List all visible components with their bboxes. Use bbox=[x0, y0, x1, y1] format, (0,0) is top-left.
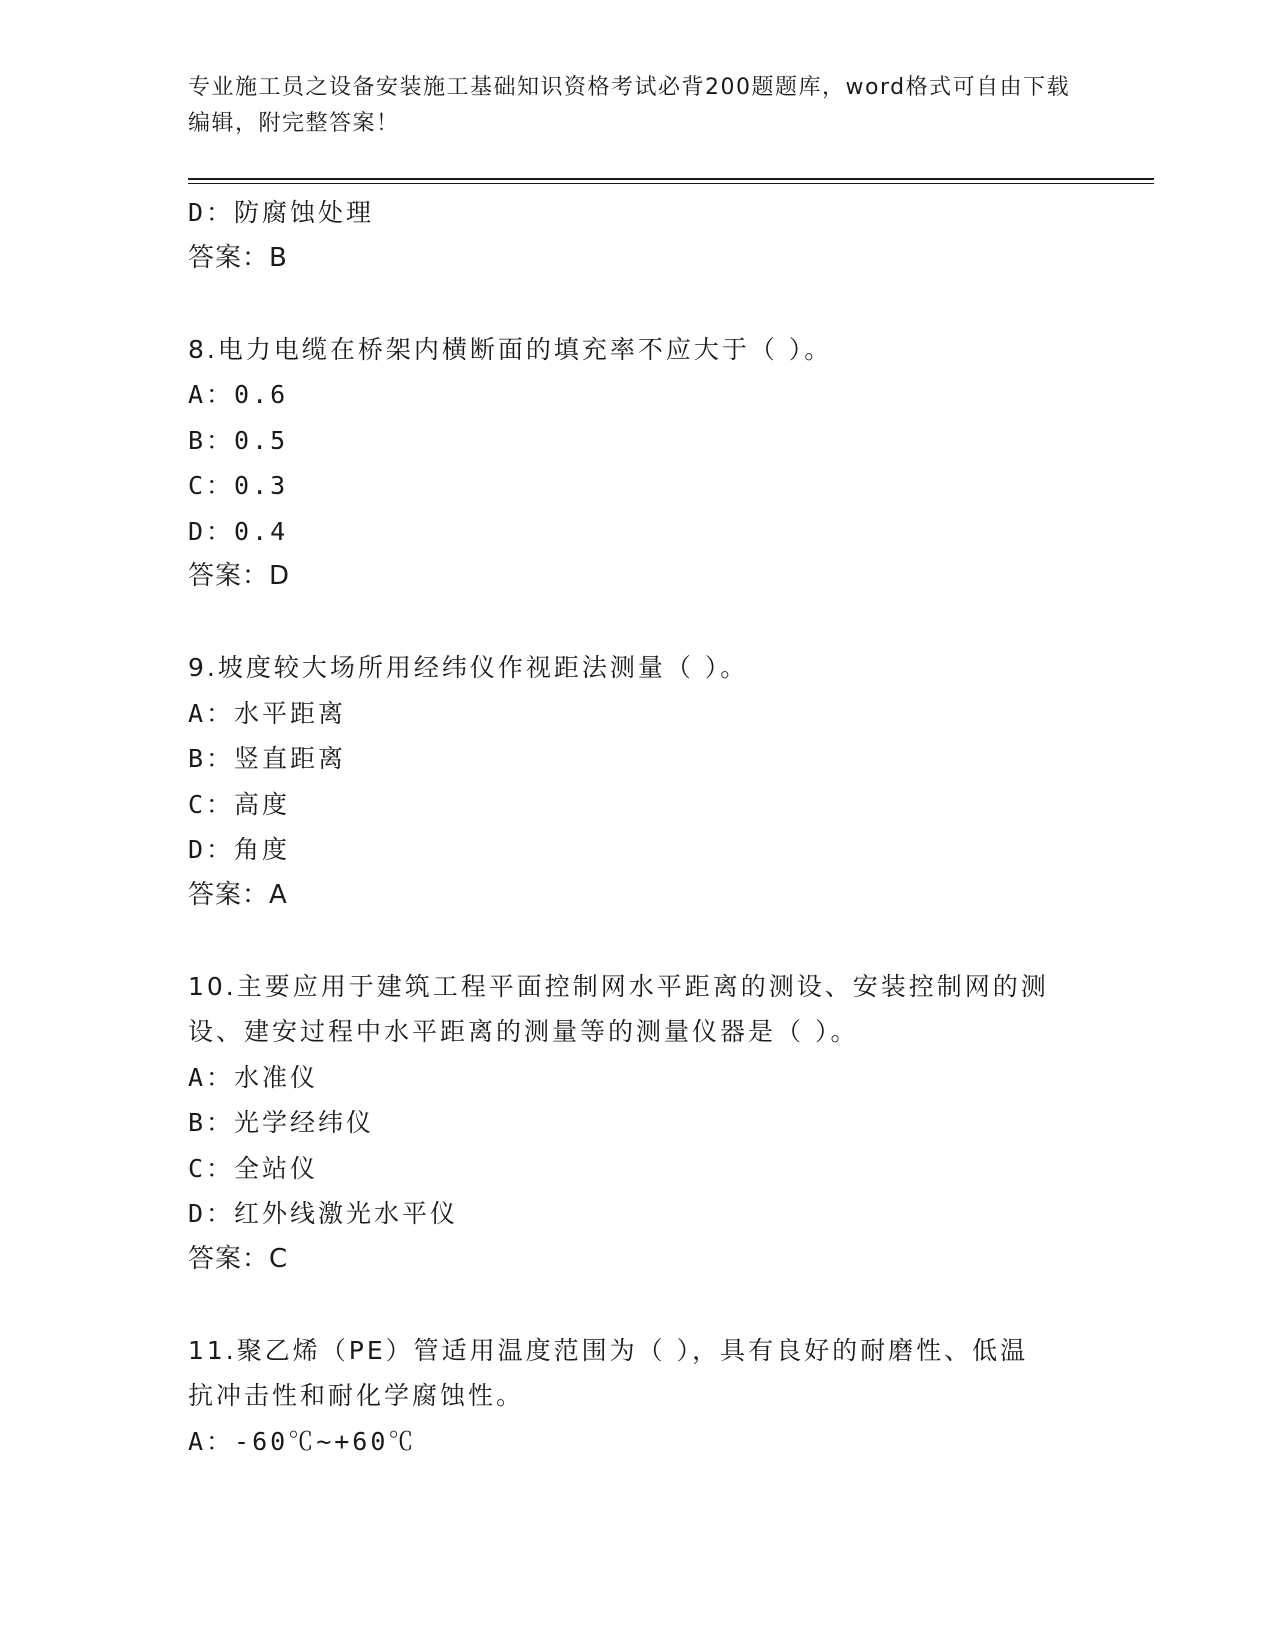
question-11 bbox=[188, 1328, 1088, 1465]
option-d: D：角度 bbox=[188, 835, 291, 864]
option-c: C：高度 bbox=[188, 789, 291, 819]
answer-line: 答案：C bbox=[188, 1243, 289, 1274]
question-list bbox=[188, 190, 1088, 1464]
question-10 bbox=[188, 964, 1088, 1283]
previous-question-tail bbox=[188, 190, 1088, 281]
answer-line: 答案：B bbox=[188, 242, 288, 273]
option-d: D：防腐蚀处理 bbox=[188, 198, 375, 227]
question-9 bbox=[188, 645, 1088, 918]
header-rule-secondary bbox=[188, 183, 1154, 184]
option-a: A：水准仪 bbox=[188, 1062, 319, 1092]
option-a: A：0.6 bbox=[188, 380, 289, 409]
question-stem-line-2: 设、建安过程中水平距离的测量等的测量仪器是（ ）。 bbox=[188, 1017, 859, 1046]
answer-line: 答案：A bbox=[188, 879, 288, 910]
question-stem-line-1: 10.主要应用于建筑工程平面控制网水平距离的测设、安装控制网的测 bbox=[188, 971, 1049, 1001]
option-c: C：0.3 bbox=[188, 471, 289, 500]
question-stem-line-2: 抗冲击性和耐化学腐蚀性。 bbox=[188, 1381, 525, 1410]
document-header bbox=[188, 70, 1088, 142]
question-stem: 9.坡度较大场所用经纬仪作视距法测量（ ）。 bbox=[188, 653, 749, 682]
option-a: A：水平距离 bbox=[188, 698, 347, 728]
question-stem: 8.电力电缆在桥架内横断面的填充率不应大于（ ）。 bbox=[188, 334, 833, 364]
option-a: A：-60℃~+60℃ bbox=[188, 1426, 417, 1456]
header-rule bbox=[188, 178, 1154, 180]
question-8 bbox=[188, 327, 1088, 600]
option-d: D：0.4 bbox=[188, 516, 289, 546]
question-stem-line-1: 11.聚乙烯（PE）管适用温度范围为（ ），具有良好的耐磨性、低温 bbox=[188, 1335, 1029, 1365]
option-c: C：全站仪 bbox=[188, 1153, 319, 1183]
option-b: B：竖直距离 bbox=[188, 744, 347, 773]
option-b: B：0.5 bbox=[188, 425, 289, 455]
option-b: B：光学经纬仪 bbox=[188, 1108, 375, 1137]
answer-line: 答案：D bbox=[188, 561, 291, 591]
option-d: D：红外线激光水平仪 bbox=[188, 1199, 459, 1228]
document-title: 专业施工员之设备安装施工基础知识资格考试必背200题题库，word格式可自由下载编辑，附完整答案！ bbox=[188, 75, 1071, 136]
